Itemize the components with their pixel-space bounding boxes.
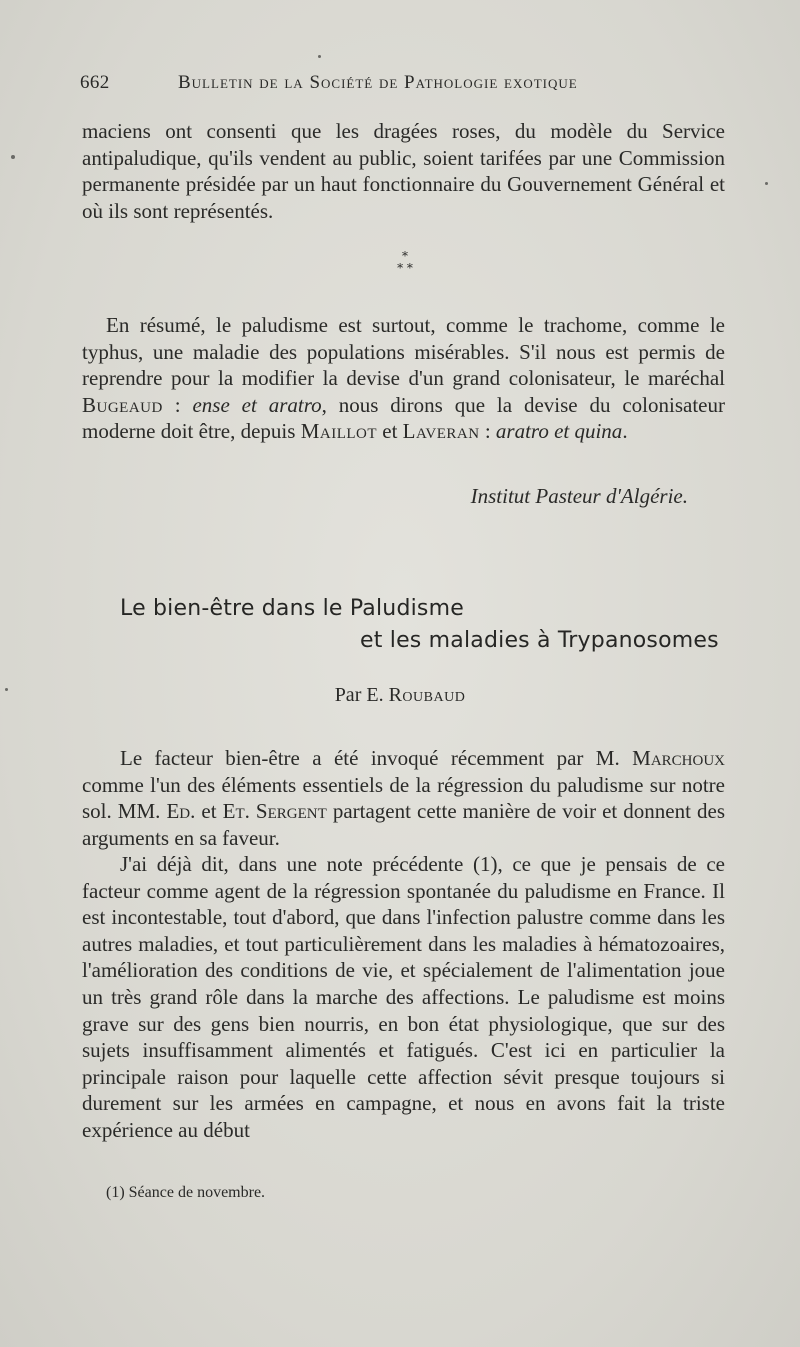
summary-text-4: et bbox=[377, 419, 403, 443]
byline-author: Roubaud bbox=[388, 684, 466, 706]
name-bugeaud: Bugeaud bbox=[82, 392, 163, 417]
summary-text-5: : bbox=[479, 419, 496, 443]
paragraph-intro bbox=[82, 745, 725, 851]
print-speck bbox=[5, 688, 8, 691]
article-title-line-2: et les maladies à Trypanosomes bbox=[360, 628, 719, 653]
asterism-separator bbox=[390, 250, 420, 274]
motto-ense-et-aratro: ense et aratro bbox=[192, 392, 322, 417]
byline-prefix: Par E. bbox=[334, 684, 389, 706]
asterism-bottom: * * bbox=[397, 261, 413, 275]
page-header bbox=[80, 72, 720, 98]
name-sergent: Et. Sergent bbox=[222, 799, 327, 823]
name-ed: Ed. bbox=[166, 799, 196, 823]
paragraph-body: J'ai déjà dit, dans une note précédente (1), ce que je pensais de ce facteur comme agent de la régression spontanée du paludisme en France. Il est incontestable, tout d'abord, que dans l'infection palustre comme dans les autres maladies, et tout particulièrement dans les maladies à hématozoaires, l'amélioration des conditions de vie, et spécialement de l'alimentation joue un très grand rôle dans la marche des affections. Le paludisme est moins grave sur des gens bien nourris, en bon état physiologique, que sur des sujets insuffisamment alimentés et fatigués. C'est ici en particulier la principale raison pour laquelle cette affection sévit presque toujours si durement sur les armées en campagne, et nous en avons fait la triste expérience au début bbox=[82, 852, 725, 1142]
summary-text-1: En résumé, le paludisme est surtout, comme le trachome, comme le typhus, une maladie des populations misérables. S'il nous est permis de reprendre pour la modifier la devise d'un grand colonisateur, le maréchal bbox=[82, 313, 725, 390]
footnote: (1) Séance de novembre. bbox=[106, 1184, 266, 1201]
name-laveran: Laveran bbox=[402, 419, 480, 443]
page-number: 662 bbox=[80, 72, 110, 93]
summary-text-2: : bbox=[162, 392, 193, 417]
name-maillot: Maillot bbox=[300, 419, 378, 443]
print-speck bbox=[11, 155, 15, 159]
running-title: Bulletin de la Société de Pathologie exotique bbox=[178, 72, 578, 93]
article-byline bbox=[0, 684, 800, 707]
intro-text-3: et bbox=[195, 799, 223, 823]
print-speck bbox=[765, 182, 768, 185]
article-title-line-1: Le bien-être dans le Paludisme bbox=[120, 596, 464, 621]
summary-text-6: . bbox=[622, 419, 628, 443]
summary-text-3: , nous dirons que la devise du colonisateur moderne doit être, depuis bbox=[82, 392, 725, 443]
asterism-top: * bbox=[402, 249, 408, 263]
motto-aratro-et-quina: aratro et quina bbox=[495, 419, 623, 443]
name-marchoux: Marchoux bbox=[632, 746, 725, 770]
print-speck bbox=[318, 55, 321, 58]
intro-text-2: comme l'un des éléments essentiels de la régression du paludisme sur notre sol. MM. bbox=[82, 772, 725, 823]
paragraph-summary bbox=[82, 312, 725, 445]
intro-text-1: Le facteur bien-être a été invoqué récemment par M. bbox=[120, 746, 633, 770]
institution-signature: Institut Pasteur d'Algérie. bbox=[470, 484, 688, 508]
paragraph-continuation: maciens ont consenti que les dragées roses, du modèle du Service antipaludique, qu'ils vendent au public, soient tarifées par une Commission permanente présidée par un haut fonctionnaire du Gouvernement Général et où ils sont représentés. bbox=[82, 119, 725, 223]
intro-text-4: partagent cette manière de voir et donnent des arguments en sa faveur. bbox=[82, 799, 726, 850]
